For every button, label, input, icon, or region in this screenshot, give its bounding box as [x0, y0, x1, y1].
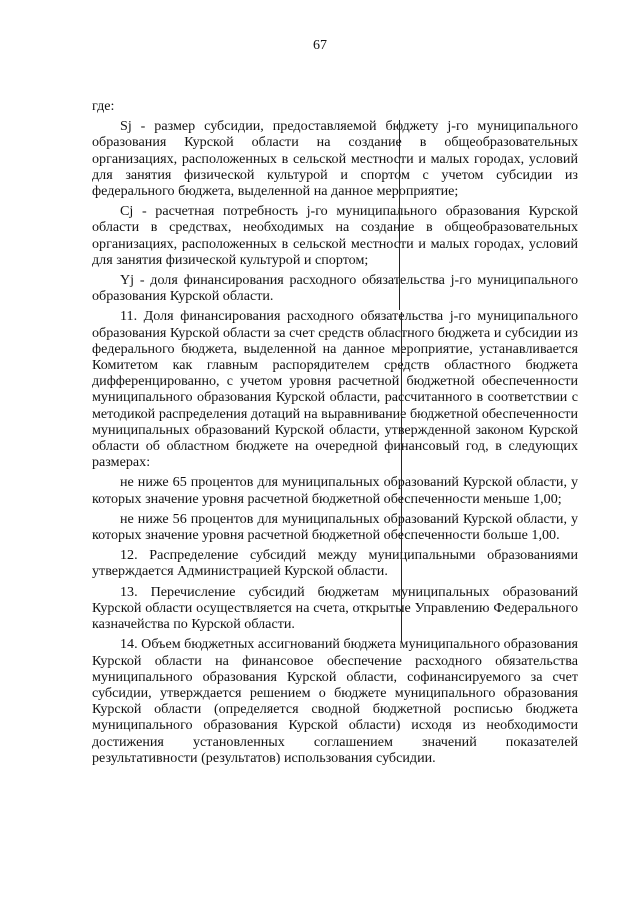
scan-artifact-line — [399, 120, 400, 310]
paragraph-rate-65: не ниже 65 процентов для муниципальных образований Курской области, у которых значение уровня расчетной бюджетной обеспеченности меньше 1,00; — [92, 474, 578, 507]
paragraph-sj-definition: Sj - размер субсидии, предоставляемой бюджету j-го муниципального образования Курской области на создание в общеобразовательных организациях, расположенных в сельской местности и малых городах, условий для занятия физической культурой и спортом с учетом субсидии из федерального бюджета, выделенной на данное мероприятие; — [92, 118, 578, 200]
paragraph-clause-13: 13. Перечисление субсидий бюджетам муниципальных образований Курской области осуществляется на счета, открытые Управлению Федерального казначейства по Курской области. — [92, 583, 578, 633]
scan-artifact-line — [401, 312, 402, 642]
paragraph-clause-14: 14. Объем бюджетных ассигнований бюджета муниципального образования Курской области на финансовое обеспечение расходного обязательства муниципального образования Курской области, софинансируемого за счет субсидии, утверждается решением о бюджете муниципального образования Курской области (определяется сводной бюджетной росписью бюджета муниципального образования Курской области) исходя из необходимости достижения установленных соглашением значений показателей результативности (результатов) использования субсидии. — [92, 636, 578, 766]
paragraph-cj-definition: Cj - расчетная потребность j-го муниципального образования Курской области в средствах, необходимых на создание в общеобразовательных организациях, расположенных в сельской местности и малых городах, условий для занятия физической культурой и спортом; — [92, 203, 578, 268]
paragraph-clause-12: 12. Распределение субсидий между муниципальными образованиями утверждается Администрацией Курской области. — [92, 547, 578, 580]
paragraph-yj-definition: Yj - доля финансирования расходного обязательства j-го муниципального образования Курской области. — [92, 272, 578, 305]
paragraph-where: где: — [92, 98, 115, 114]
body-text — [92, 98, 578, 770]
paragraph-clause-11: 11. Доля финансирования расходного обязательства j-го муниципального образования Курской области за счет средств областного бюджета и субсидии из федерального бюджета, выделенной на данное мероприятие, устанавливается Комитетом как главным распорядителем средств областного бюджета дифференцированно, с учетом уровня расчетной бюджетной обеспеченности муниципального образования Курской области, рассчитанного в соответствии с методикой распределения дотаций на выравнивание бюджетной обеспеченности муниципальных образований Курской области, утвержденной законом Курской области об областном бюджете на очередной финансовый год, в следующих размерах: — [92, 308, 578, 471]
page-number: 67 — [313, 38, 327, 53]
paragraph-rate-56: не ниже 56 процентов для муниципальных образований Курской области, у которых значение уровня расчетной бюджетной обеспеченности больше 1,00. — [92, 510, 578, 544]
